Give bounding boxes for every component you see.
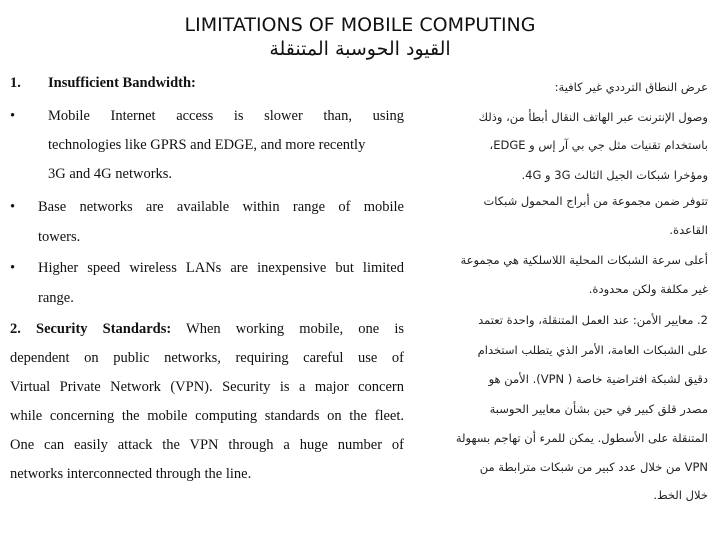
item2-line4: while concerning the mobile computing standards on the fleet. <box>10 408 404 424</box>
bullet2-line2: towers. <box>38 229 81 245</box>
bullet3-line1: Higher speed wireless LANs are inexpensive but limited <box>38 260 404 276</box>
page-title: LIMITATIONS OF MOBILE COMPUTING <box>184 14 536 36</box>
bullet-marker: • <box>10 260 16 276</box>
arabic-line-8: غير مكلفة ولكن محدودة. <box>588 282 708 296</box>
item2-line5: One can easily attack the VPN through a huge number of <box>10 437 404 453</box>
arabic-line-6: القاعدة. <box>669 223 708 237</box>
item1-number: 1. <box>10 75 21 91</box>
arabic-line-4: ومؤخرا شبكات الجيل الثالث 3G و 4G. <box>521 168 708 182</box>
arabic-line-13: المتنقلة على الأسطول. يمكن للمرء أن تهاجم بسهولة <box>455 431 708 445</box>
item2-heading: 2. Security Standards: <box>10 321 172 337</box>
bullet-marker: • <box>10 108 16 124</box>
item1-heading: Insufficient Bandwidth: <box>48 75 196 91</box>
item2-line6: networks interconnected through the line. <box>10 466 252 482</box>
item2-line1 <box>10 321 404 338</box>
bullet1-line2: technologies like GPRS and EDGE, and more recently <box>48 137 366 153</box>
bullet-marker: • <box>10 199 16 215</box>
arabic-line-1: عرض النطاق الترددي غير كافية: <box>554 80 708 94</box>
arabic-line-9: 2. معايير الأمن: عند العمل المتنقلة، واحدة تعتمد <box>478 313 708 327</box>
arabic-line-10: على الشبكات العامة، الأمر الذي يتطلب استخدام <box>477 343 708 357</box>
bullet1-line3: 3G and 4G networks. <box>48 166 173 182</box>
bullet2-line1: Base networks are available within range of mobile <box>38 199 404 215</box>
item2-line1-rest: When working mobile, one is <box>171 321 404 337</box>
arabic-line-11: دقيق لشبكة افتراضية خاصة ( VPN). الأمن هو <box>488 372 708 386</box>
arabic-line-7: أعلى سرعة الشبكات المحلية اللاسلكية هي مجموعة <box>460 253 708 267</box>
item1-heading-row <box>10 75 404 92</box>
arabic-line-2: وصول الإنترنت عبر الهاتف النقال أبطأ من، وذلك <box>478 110 708 124</box>
item2-line3: Virtual Private Network (VPN). Security is a major concern <box>10 379 404 395</box>
arabic-line-15: خلال الخط. <box>653 488 708 502</box>
bullet3-line2: range. <box>38 290 74 306</box>
arabic-line-14: VPN من خلال عدد كبير من شبكات مترابطة من <box>479 460 708 474</box>
bullet1-line1: Mobile Internet access is slower than, using <box>48 108 404 124</box>
arabic-line-12: مصدر قلق كبير في حين بشأن معايير الحوسبة <box>489 402 708 416</box>
page-subtitle-arabic: القيود الحوسبة المتنقلة <box>269 38 451 60</box>
item2-line2: dependent on public networks, requiring careful use of <box>10 350 404 366</box>
arabic-line-5: تتوفر ضمن مجموعة من أبراج المحمول شبكات <box>483 194 708 208</box>
arabic-line-3: باستخدام تقنيات مثل جي بي آر إس و EDGE، <box>489 138 708 152</box>
